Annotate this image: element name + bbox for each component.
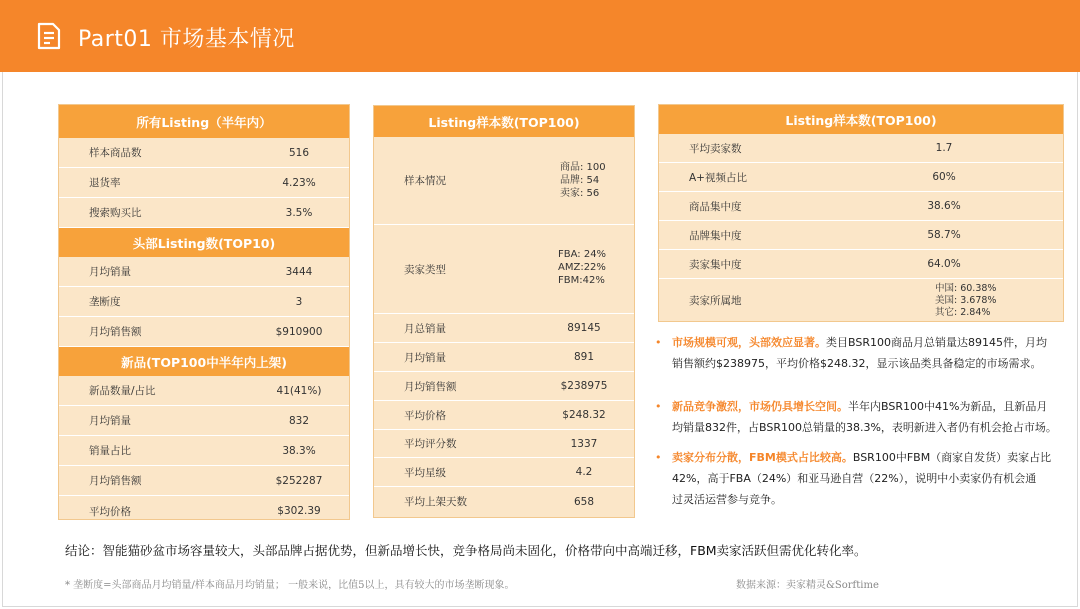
table-row [59,466,349,496]
bullet-text: 42%，高于FBA（24%）和亚马逊自营（22%），说明中小卖家仍有机会通 [672,472,1037,485]
bullet-dot-icon: • [655,451,662,464]
row-value: 516 [288,146,310,159]
row-label: 搜索购买比 [89,207,142,219]
row-value: 658 [573,495,595,508]
bullet-text: BSR100中FBM（商家自发货）卖家占比 [852,451,1052,464]
page-title: Part01 市场基本情况 [78,27,295,52]
row-value: 89145 [567,322,601,334]
row-label: 卖家集中度 [689,258,742,271]
bullet-dot-icon: • [655,400,662,413]
table-row [659,250,1063,279]
row-value: $910900 [275,325,323,338]
row-value: $248.32 [562,409,606,421]
row-value: 1.7 [935,142,953,154]
row-label: 月均销售额 [404,380,457,393]
top100-listing-table [373,105,635,518]
row-label: 样本情况 [404,175,446,187]
origin-line: 其它: 2.84% [935,307,991,318]
row-label: 月均销售额 [89,326,142,338]
sample-line: 品牌: 54 [560,175,600,186]
row-value: 38.6% [927,200,961,212]
table-title: 头部Listing数(TOP10) [59,228,349,257]
seller-type-line: FBA: 24% [558,249,607,260]
row-label: 月均销量 [89,415,131,427]
table-row [59,168,349,198]
table-row [374,343,634,372]
row-label: 月均销量 [404,351,446,364]
row-label: 商品集中度 [689,200,742,213]
table-title: 所有Listing（半年内） [59,105,349,138]
sample-values [560,161,630,200]
table-row-origin [659,279,1063,321]
table-title: Listing样本数(TOP100) [374,106,634,137]
conclusion-text: 结论：智能猫砂盆市场容量较大，头部品牌占据优势，但新品增长快，竞争格局尚未固化，价格带向中高端迁移，FBM卖家活跃但需优化转化率。 [65,543,867,558]
row-value: 60% [932,171,956,183]
table-row [659,192,1063,221]
row-value: 58.7% [927,229,961,241]
row-label: 平均价格 [89,505,131,518]
table-row [59,496,349,526]
sample-line: 商品: 100 [560,162,606,173]
table-row [374,487,634,516]
bullet-highlight: 卖家分布分散，FBM模式占比较高。 [672,451,853,464]
sample-line: 卖家: 56 [560,188,600,199]
seller-type-line: AMZ:22% [558,262,606,273]
row-label: 卖家所属地 [689,294,742,307]
row-label: 销量占比 [89,445,131,457]
row-label: 月均销量 [89,266,131,278]
row-label: 平均星级 [404,466,446,479]
origin-line: 美国: 3.678% [935,295,997,306]
document-icon [36,22,62,50]
row-value: $302.39 [277,505,321,517]
row-value: 3.5% [285,206,313,219]
row-label: 品牌集中度 [689,229,742,242]
row-label: 垄断度 [89,296,121,308]
table-row [374,401,634,430]
row-label: 平均卖家数 [689,142,742,155]
row-value: 3 [295,295,303,308]
table-row [659,163,1063,192]
seller-stats-table [658,104,1064,322]
bullet-highlight: 新品竞争激烈，市场仍具增长空间。 [672,400,848,413]
row-label: 样本商品数 [89,147,142,159]
table-title: Listing样本数(TOP100) [659,105,1063,134]
row-label: 退货率 [89,177,121,189]
table-row [59,376,349,406]
table-row [374,430,634,458]
table-row [374,458,634,487]
table-row [59,198,349,228]
data-source: 数据来源：卖家精灵&Sorftime [736,580,879,591]
bullet-dot-icon: • [655,336,662,349]
all-listing-table [58,104,350,520]
table-row [374,314,634,343]
bullet-text: 均销量832件，占BSR100总销量的38.3%，表明新进入者仍有机会抢占市场。 [672,421,1057,434]
footnote: * 垄断度=头部商品月均销量/样本商品月均销量； 一般来说，比值5以上，具有较大的市场垄断现象。 [65,580,515,591]
bullet-text: 过灵活运营参与竞争。 [672,493,782,506]
page-header [0,0,1080,72]
row-label: 平均评分数 [404,438,457,450]
row-value: $238975 [560,380,608,392]
origin-values [935,283,1045,319]
seller-type-line: FBM:42% [558,275,605,286]
bullet-point [655,447,1072,510]
row-value: 832 [288,414,310,427]
row-value: 1337 [570,437,598,450]
bullet-point [655,396,1072,438]
row-label: 月总销量 [404,322,446,335]
row-value: 41(41%) [276,384,322,397]
row-value: 891 [573,351,595,363]
row-value: 64.0% [927,258,961,270]
table-body [59,257,349,347]
row-value: $252287 [275,474,323,487]
table-row [59,138,349,168]
row-value: 3444 [285,265,313,278]
row-value: 38.3% [282,444,316,457]
row-value: 4.2 [575,466,593,478]
bullet-text: 类目BSR100商品月总销量达89145件，月均 [826,336,1047,349]
table-row-sample [374,137,634,225]
table-row [659,134,1063,163]
row-label: A+视频占比 [689,171,747,184]
table-row [374,372,634,401]
table-row [659,221,1063,250]
row-label: 平均价格 [404,409,446,422]
bullet-text: 销售额约$238975，平均价格$248.32，显示该品类具备稳定的市场需求。 [672,357,1042,370]
row-label: 月均销售额 [89,475,142,487]
table-row [59,287,349,317]
table-row [59,257,349,287]
table-row [59,317,349,347]
seller-type-values [558,248,628,287]
bullet-text: 半年内BSR100中41%为新品，且新品月 [848,400,1048,413]
table-row [59,436,349,466]
bullet-highlight: 市场规模可观，头部效应显著。 [672,336,826,349]
row-label: 平均上架天数 [404,496,467,508]
row-value: 4.23% [282,176,316,189]
table-body [59,376,349,526]
bullet-point [655,332,1072,374]
row-label: 新品数量/占比 [89,385,156,397]
table-row [59,406,349,436]
table-body [59,138,349,228]
table-title: 新品(TOP100中半年内上架) [59,347,349,376]
origin-line: 中国: 60.38% [935,283,997,294]
table-row-seller-type [374,225,634,314]
row-label: 卖家类型 [404,263,446,276]
